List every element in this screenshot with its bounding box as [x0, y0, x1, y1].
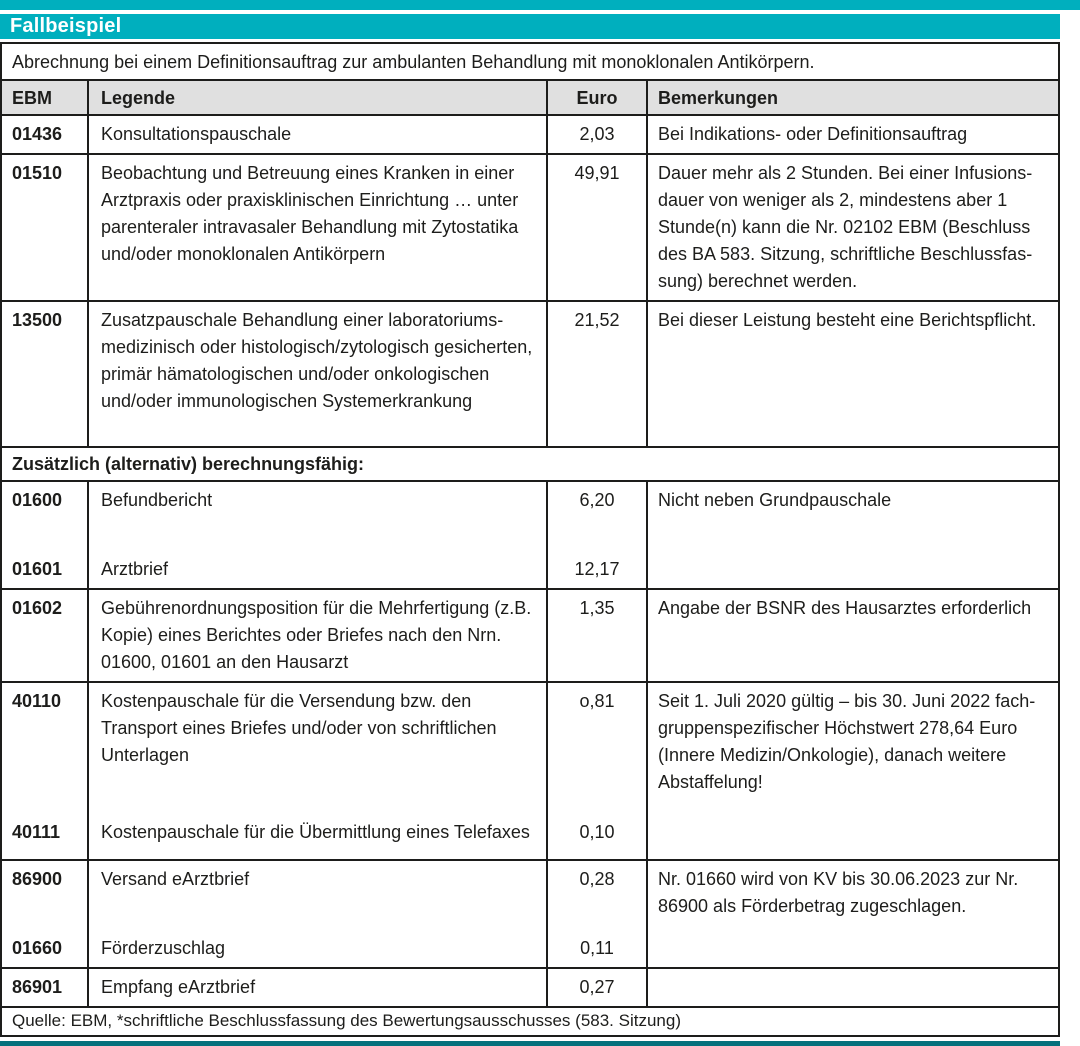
euro-value: 1,35 [546, 590, 646, 681]
euro-value: 6,20 [546, 482, 646, 519]
ebm-code: 86900 [12, 869, 63, 889]
remark-text: Nicht neben Grundpauschale [646, 482, 1058, 588]
service-description: Kostenpauschale für die Übermittlung eines Telefaxes [87, 782, 546, 859]
table-body [2, 114, 1058, 1006]
remark-text: Bei dieser Leistung besteht eine Berichtspflicht. [646, 302, 1058, 446]
service-description: Befundbericht [87, 482, 546, 519]
service-description: Beobachtung und Betreuung eines Kranken in einer Arztpraxis oder praxisklinischen Einrichtung … unter parenteraler intravasaler Behandlung mit Zytostatika und/oder monoklonalen Antikörpern [87, 155, 546, 300]
service-description: Versand eArztbrief [87, 861, 546, 898]
top-accent-bar [0, 0, 1080, 10]
table-row [2, 480, 1058, 588]
ebm-code: 13500 [12, 310, 63, 330]
table-row [2, 588, 1058, 681]
service-description: Kostenpauschale für die Versendung bzw. den Transport eines Briefes und/oder von schriftlichen Unterlagen [87, 683, 546, 782]
euro-value: 0,27 [546, 969, 646, 1006]
section-header-row: Zusätzlich (alternativ) berechnungsfähig: [2, 446, 1058, 480]
table-row [2, 967, 1058, 1006]
table-row [2, 114, 1058, 153]
service-description: Zusatzpauschale Behandlung einer laboratoriumsmedizinisch oder histologisch/zytologisch gesicherten, primär hämatologischen und/oder onkologischen und/oder immunologischen Systemerkrankung [87, 302, 546, 446]
table-frame [0, 42, 1060, 1037]
column-header-euro: Euro [546, 81, 646, 114]
remark-text: Bei Indikations- oder Definitionsauftrag [646, 116, 1058, 153]
column-header-ebm: EBM [12, 87, 52, 108]
column-header-bemerkungen: Bemerkungen [646, 81, 1058, 114]
euro-value: 2,03 [546, 116, 646, 153]
euro-value: 49,91 [546, 155, 646, 300]
bottom-accent-bar [0, 1041, 1060, 1046]
euro-value: o,81 [546, 683, 646, 782]
table-header-row [2, 79, 1058, 114]
ebm-code: 40110 [12, 691, 62, 711]
table-row [2, 300, 1058, 446]
table-row [2, 681, 1058, 859]
service-description: Gebührenordnungsposition für die Mehrfertigung (z.B. Kopie) eines Berichtes oder Briefes nach den Nrn. 01600, 01601 an den Hausarzt [87, 590, 546, 681]
table-row [2, 153, 1058, 300]
page-title: Fallbeispiel [10, 15, 122, 37]
service-description: Konsultationspauschale [87, 116, 546, 153]
ebm-code: 40111 [12, 822, 61, 842]
table-title-band [0, 14, 1060, 39]
ebm-code: 01436 [12, 124, 63, 144]
source-note: Quelle: EBM, *schriftliche Beschlussfassung des Bewertungsausschusses (583. Sitzung) [2, 1006, 1058, 1035]
euro-value: 0,28 [546, 861, 646, 898]
euro-value: 0,11 [546, 898, 646, 967]
remark-text: Seit 1. Juli 2020 gültig – bis 30. Juni 2022 fachgruppenspezifischer Höchstwert 278,64 Euro (Innere Medizin/Onkologie), danach weitere Abstaffelung! [646, 683, 1058, 859]
service-description: Arztbrief [87, 519, 546, 588]
column-header-legende: Legende [87, 81, 546, 114]
ebm-code: 86901 [12, 977, 63, 997]
ebm-code: 01602 [12, 598, 63, 618]
ebm-code: 01510 [12, 163, 63, 183]
ebm-code: 01600 [12, 490, 63, 510]
remark-text: Angabe der BSNR des Hausarztes erforderlich [646, 590, 1058, 681]
euro-value: 21,52 [546, 302, 646, 446]
remark-text [646, 969, 1058, 1006]
table-subtitle: Abrechnung bei einem Definitionsauftrag zur ambulanten Behandlung mit monoklonalen Antikörpern. [12, 52, 815, 72]
service-description: Empfang eArztbrief [87, 969, 546, 1006]
remark-text: Nr. 01660 wird von KV bis 30.06.2023 zur Nr. 86900 als Förderbetrag zugeschlagen. [646, 861, 1058, 967]
ebm-code: 01660 [12, 938, 63, 958]
remark-text: Dauer mehr als 2 Stunden. Bei einer Infusionsdauer von weniger als 2, mindestens aber 1 Stunde(n) kann die Nr. 02102 EBM (Beschluss des BA 583. Sitzung, schriftliche Beschlussfassung) berechnet werden. [646, 155, 1058, 300]
euro-value: 12,17 [546, 519, 646, 588]
service-description: Förderzuschlag [87, 898, 546, 967]
table-row [2, 859, 1058, 967]
euro-value: 0,10 [546, 782, 646, 859]
ebm-code: 01601 [12, 559, 63, 579]
